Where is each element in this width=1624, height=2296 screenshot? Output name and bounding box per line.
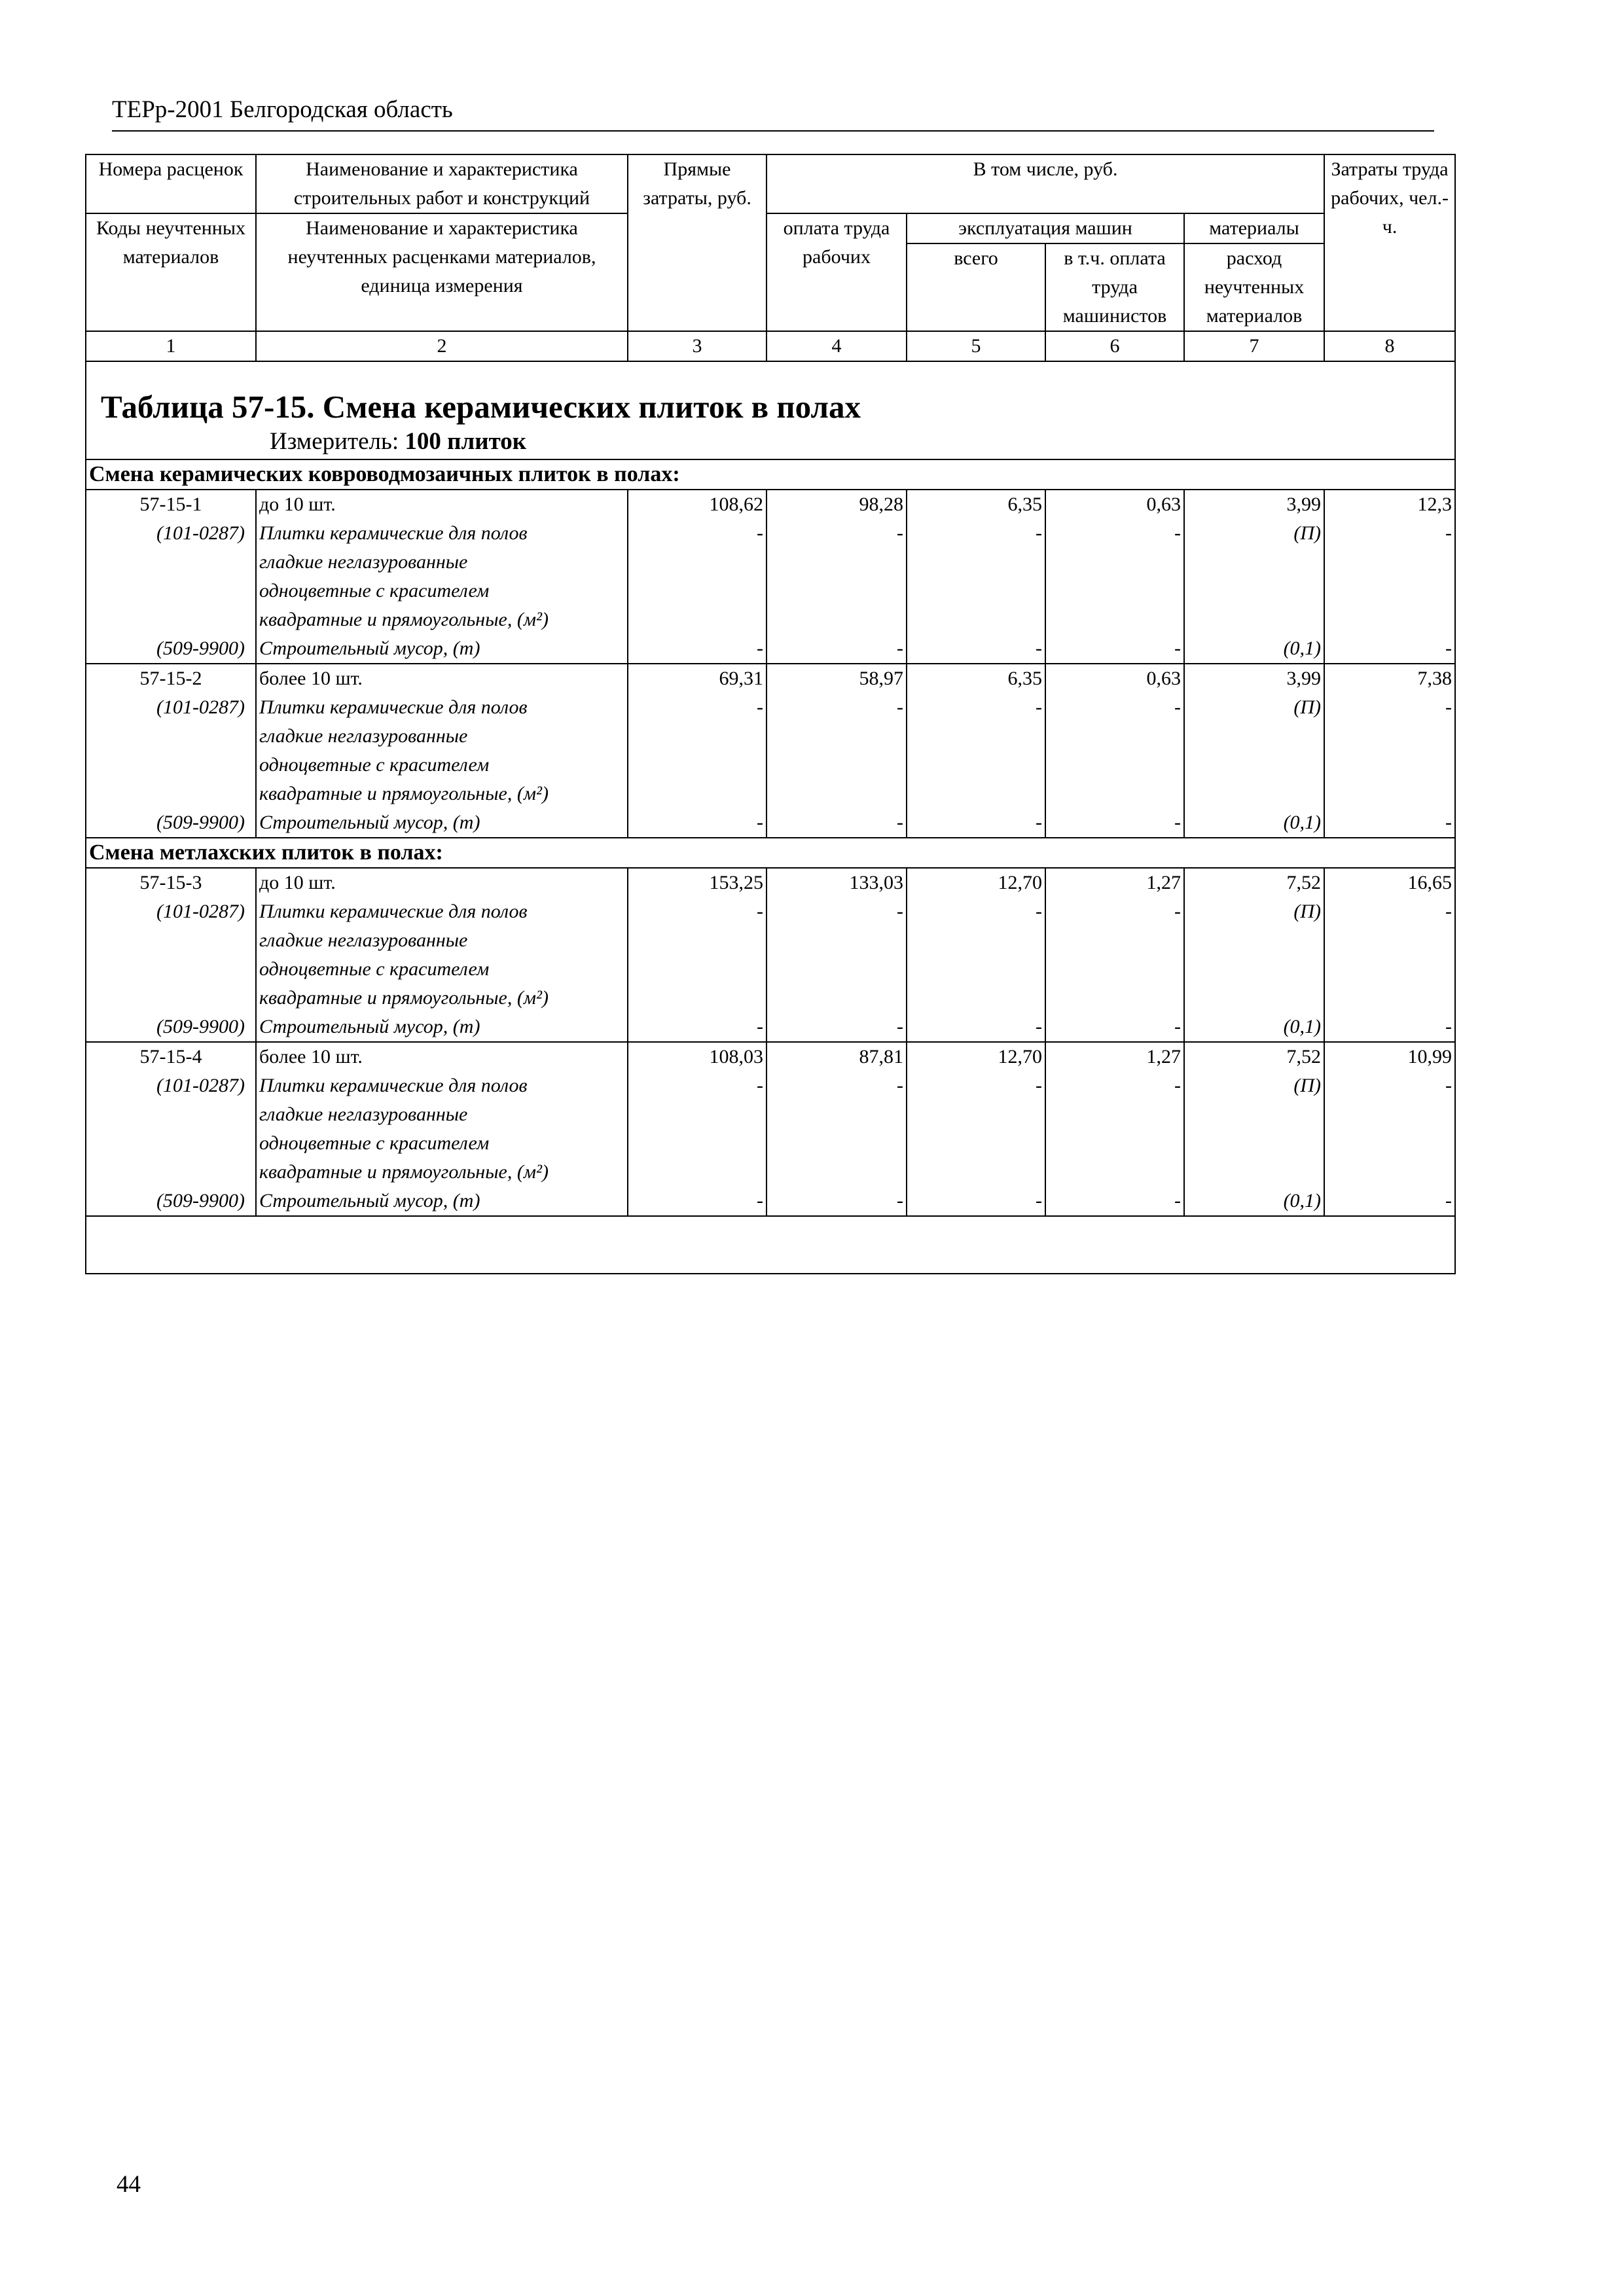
measurer [86, 426, 1454, 459]
running-header: ТЕРр-2001 Белгородская область [112, 96, 453, 123]
material-value: - [1324, 897, 1455, 1013]
material-code: (101-0287) [86, 693, 256, 808]
material-row [86, 634, 1455, 664]
material-value: - [907, 634, 1045, 664]
material-value: - [1045, 634, 1184, 664]
material-value: - [628, 1013, 767, 1042]
direct-cost: 69,31 [628, 664, 767, 693]
material-name-line: гладкие неглазурованные [259, 551, 468, 573]
col8-header: Затраты труда рабочих, чел.-ч. [1324, 154, 1455, 331]
material-value: - [767, 1071, 907, 1187]
col2-bottom-header: Наименование и характеристика неучтенных расценками материалов, единица измерения [256, 213, 628, 331]
material-code: (509-9900) [86, 1013, 256, 1042]
rate-name: до 10 шт. [256, 868, 628, 897]
section-row [86, 838, 1455, 868]
col7-header: расход неучтенных материалов [1184, 243, 1324, 331]
material-value: (0,1) [1184, 808, 1324, 838]
material-name: Строительный мусор, (т) [256, 808, 628, 838]
material-row [86, 808, 1455, 838]
header-rule [112, 130, 1434, 132]
materials-cell: 3,99 [1184, 490, 1324, 519]
material-value: - [767, 634, 907, 664]
material-value: - [907, 693, 1045, 808]
material-name-line: Плитки керамические для полов [259, 696, 528, 718]
direct-cost: 108,03 [628, 1042, 767, 1071]
wages-cell: 98,28 [767, 490, 907, 519]
material-name: Строительный мусор, (т) [256, 1013, 628, 1042]
rate-name: более 10 шт. [256, 664, 628, 693]
col4-header: оплата труда рабочих [767, 213, 907, 331]
materials-cell: 7,52 [1184, 868, 1324, 897]
material-code: (509-9900) [86, 634, 256, 664]
table-footer-row [86, 1216, 1455, 1274]
machines-cell: 6,35 [907, 490, 1045, 519]
materials-cell: 3,99 [1184, 664, 1324, 693]
table-title: Таблица 57-15. Смена керамических плиток в полах [101, 389, 861, 425]
col5-header: всего [907, 243, 1045, 331]
material-value: - [1045, 1187, 1184, 1216]
table-footer [86, 1216, 1455, 1274]
section-title: Смена керамических ковроводмозаичных плиток в полах: [86, 459, 1455, 490]
labor-cell: 16,65 [1324, 868, 1455, 897]
group-incl-header: В том числе, руб. [767, 154, 1324, 213]
material-value: - [628, 808, 767, 838]
wages-cell: 58,97 [767, 664, 907, 693]
rate-name: до 10 шт. [256, 490, 628, 519]
col-number: 7 [1184, 331, 1324, 361]
material-row [86, 519, 1455, 634]
col1-bottom-header: Коды неучтенных материалов [86, 213, 256, 331]
material-value: - [628, 519, 767, 634]
material-name [256, 897, 628, 1013]
material-value: - [767, 1013, 907, 1042]
material-name-line: Плитки керамические для полов [259, 522, 528, 544]
rates-table [85, 154, 1456, 1274]
material-name-line: одноцветные с красителем [259, 1132, 490, 1154]
material-value: - [907, 1013, 1045, 1042]
direct-cost: 108,62 [628, 490, 767, 519]
rate-row [86, 664, 1455, 693]
material-value: (0,1) [1184, 1013, 1324, 1042]
material-value: - [1045, 897, 1184, 1013]
col-number: 4 [767, 331, 907, 361]
material-name-line: одноцветные с красителем [259, 958, 490, 980]
material-name: Строительный мусор, (т) [256, 1187, 628, 1216]
material-name-line: квадратные и прямоугольные, (м²) [259, 987, 549, 1009]
rate-code: 57-15-4 [86, 1042, 256, 1071]
material-value: - [907, 1187, 1045, 1216]
col2-top-header: Наименование и характеристика строительных работ и конструкций [256, 154, 628, 213]
material-name-line: квадратные и прямоугольные, (м²) [259, 609, 549, 630]
material-value: - [1045, 808, 1184, 838]
table-title-cell [86, 361, 1455, 459]
labor-cell: 12,3 [1324, 490, 1455, 519]
material-value: - [1324, 1071, 1455, 1187]
machinists-cell: 1,27 [1045, 868, 1184, 897]
material-value: - [1045, 519, 1184, 634]
material-row [86, 1071, 1455, 1187]
section-title: Смена метлахских плиток в полах: [86, 838, 1455, 868]
rate-row [86, 490, 1455, 519]
material-value: - [628, 634, 767, 664]
material-value: (0,1) [1184, 634, 1324, 664]
material-value: - [1045, 1071, 1184, 1187]
measurer-label: Измеритель: [270, 428, 399, 455]
material-name-line: Плитки керамические для полов [259, 1075, 528, 1096]
material-value: - [907, 1071, 1045, 1187]
material-value: - [1045, 1013, 1184, 1042]
col-number: 5 [907, 331, 1045, 361]
wages-cell: 87,81 [767, 1042, 907, 1071]
material-row [86, 897, 1455, 1013]
material-row [86, 1013, 1455, 1042]
labor-cell: 7,38 [1324, 664, 1455, 693]
material-name [256, 519, 628, 634]
material-value: (0,1) [1184, 1187, 1324, 1216]
material-name-line: квадратные и прямоугольные, (м²) [259, 1161, 549, 1183]
material-value: - [767, 897, 907, 1013]
material-name-line: Плитки керамические для полов [259, 901, 528, 922]
machines-cell: 6,35 [907, 664, 1045, 693]
machinists-cell: 0,63 [1045, 664, 1184, 693]
material-value: - [628, 693, 767, 808]
material-value: - [907, 519, 1045, 634]
material-value: - [907, 897, 1045, 1013]
col3-header: Прямые затраты, руб. [628, 154, 767, 331]
material-code: (101-0287) [86, 897, 256, 1013]
group-materials-header: материалы [1184, 213, 1324, 243]
col-number: 6 [1045, 331, 1184, 361]
material-name-line: квадратные и прямоугольные, (м²) [259, 783, 549, 804]
material-value: - [628, 1071, 767, 1187]
material-name: Строительный мусор, (т) [256, 634, 628, 664]
material-name-line: одноцветные с красителем [259, 754, 490, 776]
material-value: - [907, 808, 1045, 838]
rate-name: более 10 шт. [256, 1042, 628, 1071]
rate-row [86, 1042, 1455, 1071]
material-value: - [1324, 519, 1455, 634]
material-name [256, 1071, 628, 1187]
material-code: (509-9900) [86, 1187, 256, 1216]
measurer-value: 100 плиток [405, 428, 527, 455]
material-value: - [767, 808, 907, 838]
material-value: (П) [1184, 519, 1324, 634]
col6-header: в т.ч. оплата труда машинистов [1045, 243, 1184, 331]
machinists-cell: 1,27 [1045, 1042, 1184, 1071]
material-value: (П) [1184, 1071, 1324, 1187]
material-value: - [767, 519, 907, 634]
rate-code: 57-15-2 [86, 664, 256, 693]
material-name-line: гладкие неглазурованные [259, 929, 468, 951]
rate-row [86, 868, 1455, 897]
machinists-cell: 0,63 [1045, 490, 1184, 519]
material-name-line: одноцветные с красителем [259, 580, 490, 601]
material-name-line: гладкие неглазурованные [259, 1103, 468, 1125]
material-value: - [1045, 693, 1184, 808]
machines-cell: 12,70 [907, 868, 1045, 897]
material-value: - [628, 897, 767, 1013]
page-number: 44 [117, 2171, 141, 2198]
group-machines-header: эксплуатация машин [907, 213, 1184, 243]
material-value: - [1324, 634, 1455, 664]
material-value: - [1324, 808, 1455, 838]
section-row [86, 459, 1455, 490]
wages-cell: 133,03 [767, 868, 907, 897]
col1-top-header: Номера расценок [86, 154, 256, 213]
labor-cell: 10,99 [1324, 1042, 1455, 1071]
material-value: - [1324, 1013, 1455, 1042]
material-value: - [1324, 1187, 1455, 1216]
col-number: 1 [86, 331, 256, 361]
col-number: 2 [256, 331, 628, 361]
material-name [256, 693, 628, 808]
material-row [86, 1187, 1455, 1216]
material-value: - [1324, 693, 1455, 808]
col-number: 8 [1324, 331, 1455, 361]
material-code: (101-0287) [86, 519, 256, 634]
material-code: (509-9900) [86, 808, 256, 838]
material-value: (П) [1184, 693, 1324, 808]
rate-code: 57-15-1 [86, 490, 256, 519]
machines-cell: 12,70 [907, 1042, 1045, 1071]
material-value: (П) [1184, 897, 1324, 1013]
materials-cell: 7,52 [1184, 1042, 1324, 1071]
material-row [86, 693, 1455, 808]
material-value: - [767, 693, 907, 808]
direct-cost: 153,25 [628, 868, 767, 897]
material-value: - [628, 1187, 767, 1216]
rate-code: 57-15-3 [86, 868, 256, 897]
material-name-line: гладкие неглазурованные [259, 725, 468, 747]
material-value: - [767, 1187, 907, 1216]
material-code: (101-0287) [86, 1071, 256, 1187]
col-number: 3 [628, 331, 767, 361]
